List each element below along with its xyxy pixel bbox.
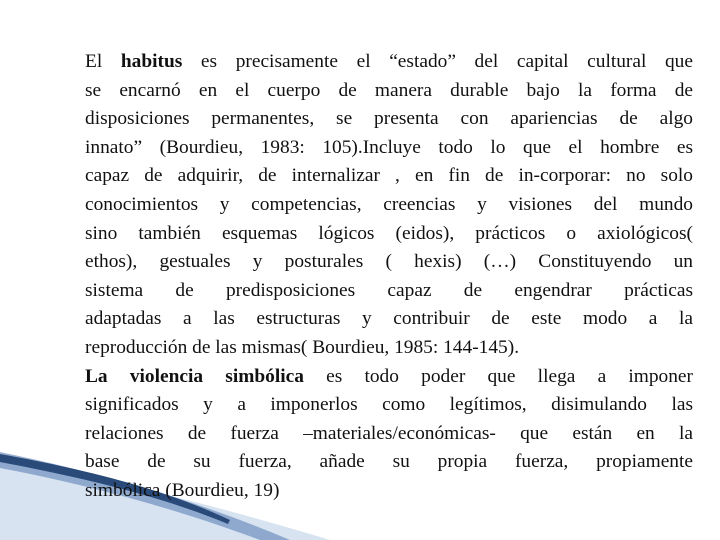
text-line: reproducción de las mismas( Bourdieu, 1985: 144-145). [85,336,520,358]
text-line: se encarnó en el cuerpo de manera durable bajo la forma de [85,79,693,101]
text-line [85,363,693,392]
text-line: sistema de predisposiciones capaz de engendrar prácticas [85,279,693,301]
text-line: significados y a imponerlos como legítimos, disimulando las [85,394,693,416]
paragraph-habitus [85,48,693,363]
text-fragment: El [85,51,121,72]
text-line: ethos), gestuales y posturales ( hexis) (…) Constituyendo un [85,251,693,273]
text-line [85,48,693,77]
term-violencia-simbolica: La violencia simbólica [85,365,304,387]
body-text [85,48,693,506]
text-line: disposiciones permanentes, se presenta con apariencias de algo [85,108,693,130]
term-habitus: habitus [120,51,183,72]
text-line: base de su fuerza, añade su propia fuerza, propiamente [85,451,693,473]
text-line: relaciones de fuerza –materiales/económicas- que están en la [85,422,693,444]
paragraph-violencia-simbolica [85,363,693,506]
text-line: simbólica (Bourdieu, 19) [85,479,280,501]
text-line: conocimientos y competencias, creencias y visiones del mundo [85,193,693,215]
text-line: sino también esquemas lógicos (eidos), prácticos o axiológicos( [85,222,693,244]
text-line: adaptadas a las estructuras y contribuir de este modo a la [85,308,693,330]
text-fragment: es todo poder que llega a imponer [303,365,693,387]
text-line: innato” (Bourdieu, 1983: 105).Incluye todo lo que el hombre es [85,136,693,158]
text-fragment: es precisamente el “estado” del capital cultural que [182,51,693,72]
text-line: capaz de adquirir, de internalizar , en fin de in-corporar: no solo [85,165,693,187]
